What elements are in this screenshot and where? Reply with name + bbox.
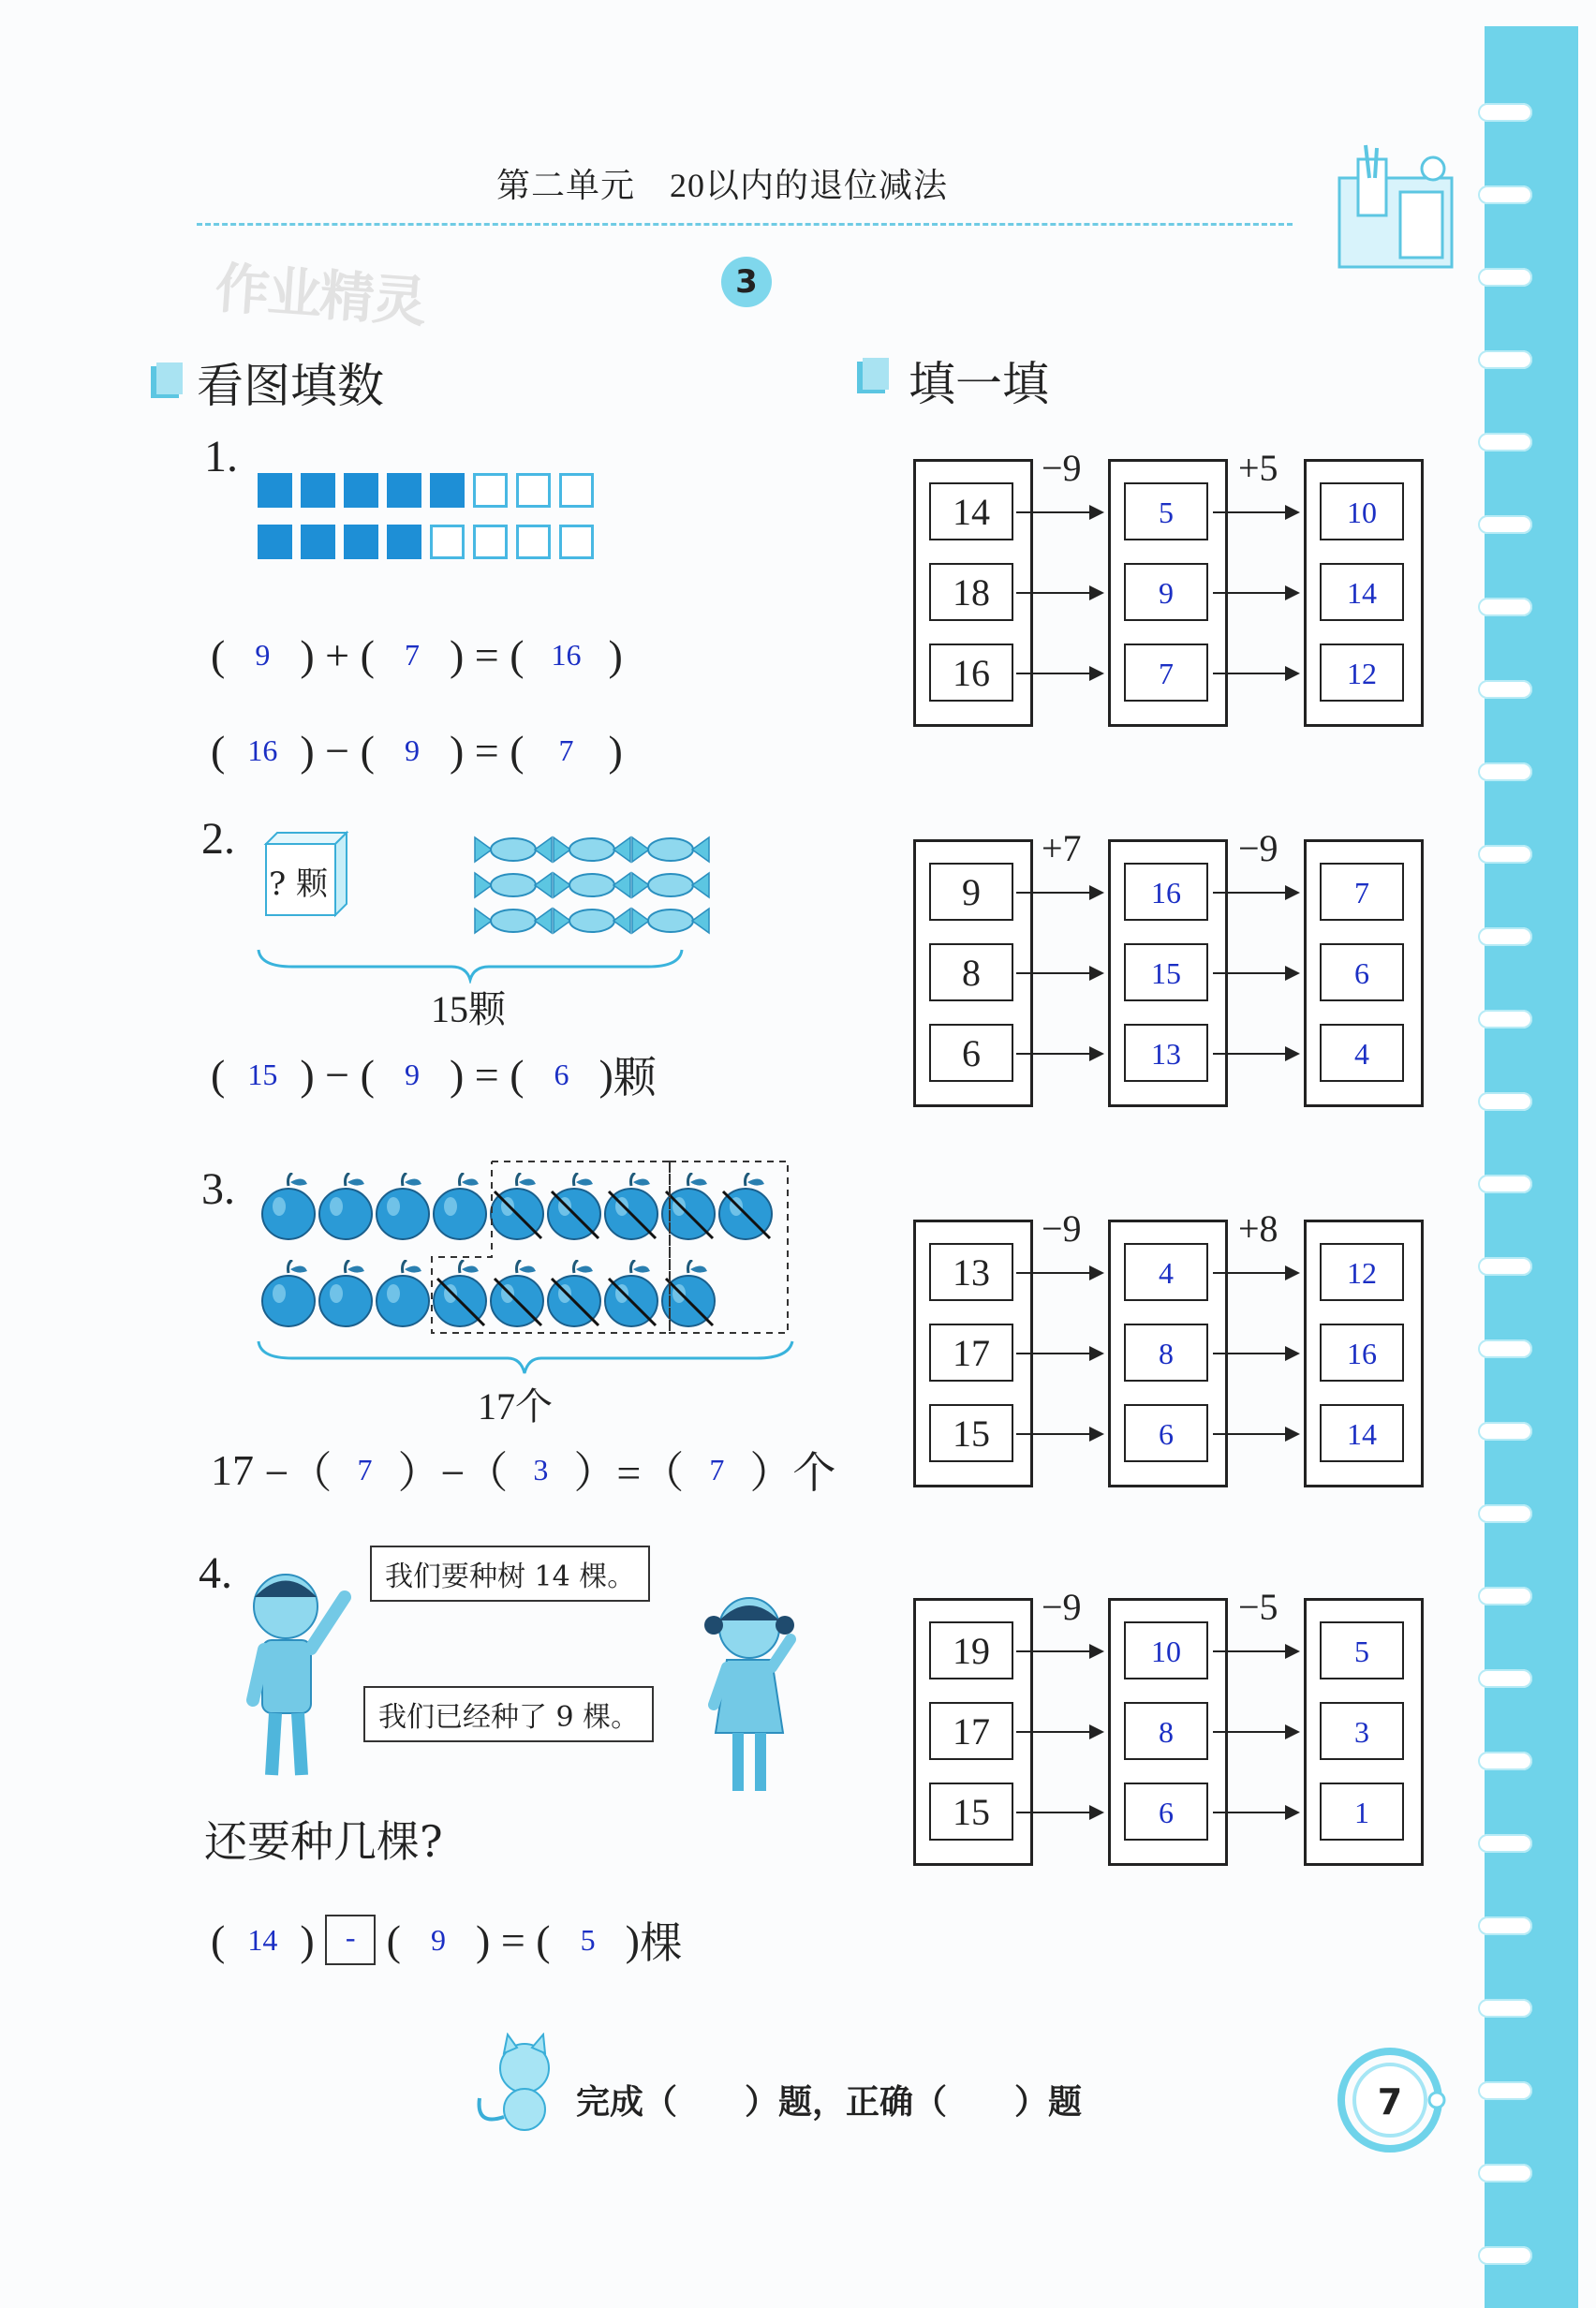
- desk-illustration-icon: [1321, 141, 1470, 281]
- operator-box[interactable]: -: [325, 1915, 376, 1965]
- watermark: 作业精灵: [213, 256, 427, 334]
- apple-icon: [260, 1173, 318, 1244]
- arrow-icon: [1213, 1812, 1298, 1813]
- answer-cell[interactable]: 12: [1320, 644, 1404, 702]
- answer-blank[interactable]: 16: [551, 637, 582, 672]
- given-number-cell: 13: [929, 1243, 1013, 1301]
- arrow-icon: [1213, 972, 1298, 974]
- filled-square: [258, 525, 292, 559]
- given-number-cell: 16: [929, 644, 1013, 702]
- total-label: 15颗: [431, 988, 506, 1030]
- given-number-cell: 9: [929, 863, 1013, 921]
- apple-icon: [260, 1260, 318, 1331]
- filled-square: [430, 473, 465, 508]
- question-number: 2.: [201, 814, 235, 864]
- arrow-icon: [1016, 511, 1102, 513]
- answer-blank[interactable]: 9: [255, 637, 271, 672]
- answer-cell[interactable]: 16: [1320, 1324, 1404, 1382]
- given-number-cell: 19: [929, 1621, 1013, 1679]
- empty-square: [516, 525, 551, 559]
- given-number-cell: 6: [929, 1024, 1013, 1082]
- apple-icon: [318, 1173, 376, 1244]
- question-number: 4.: [199, 1548, 232, 1598]
- operation-label: +5: [1238, 447, 1278, 489]
- candy-box-label: ? 颗: [269, 866, 329, 903]
- candy-icon: [630, 834, 711, 866]
- empty-square: [516, 473, 551, 508]
- q4-equation: ( 14 ) - ( 9 ) = ( 5 )棵: [211, 1916, 683, 1967]
- arrow-icon: [1213, 592, 1298, 594]
- speech-bubble-girl: 我们已经种了 9 棵。: [363, 1686, 654, 1742]
- arrow-icon: [1213, 1272, 1298, 1274]
- answer-blank[interactable]: 7: [558, 732, 574, 767]
- spiral-ring: [1478, 1669, 1532, 1688]
- lesson-number-badge: 3: [721, 257, 772, 307]
- total-label: 17个: [478, 1385, 553, 1428]
- spiral-ring: [1478, 2164, 1532, 2182]
- spiral-ring: [1478, 1752, 1532, 1770]
- filled-square: [387, 525, 421, 559]
- spiral-ring: [1478, 1339, 1532, 1358]
- brace-icon: [255, 946, 686, 984]
- answer-cell[interactable]: 16: [1124, 863, 1208, 921]
- empty-square: [559, 473, 594, 508]
- answer-cell[interactable]: 15: [1124, 943, 1208, 1001]
- spiral-ring: [1478, 1504, 1532, 1523]
- answer-cell[interactable]: 10: [1124, 1621, 1208, 1679]
- q4-question: 还要种几棵?: [204, 1816, 443, 1867]
- candy-icon: [552, 905, 632, 937]
- spiral-ring: [1478, 185, 1532, 204]
- candy-icon: [630, 869, 711, 901]
- arrow-icon: [1016, 1353, 1102, 1354]
- spiral-ring: [1478, 762, 1532, 781]
- brace-icon: [255, 1338, 796, 1379]
- answer-cell[interactable]: 9: [1124, 563, 1208, 621]
- answer-cell[interactable]: 6: [1124, 1404, 1208, 1462]
- answer-blank[interactable]: 9: [430, 1922, 446, 1957]
- arrow-icon: [1213, 892, 1298, 894]
- answer-blank[interactable]: 7: [404, 637, 420, 672]
- candy-icon: [630, 905, 711, 937]
- operation-label: +7: [1042, 827, 1082, 869]
- page-number: 7: [1377, 2081, 1403, 2123]
- operation-label: −9: [1042, 1207, 1082, 1250]
- section-title-look-fill: 看图填数: [197, 359, 384, 413]
- operation-label: +8: [1238, 1207, 1278, 1250]
- filled-square: [258, 473, 292, 508]
- arrow-icon: [1016, 1650, 1102, 1652]
- empty-square: [473, 473, 508, 508]
- spiral-ring: [1478, 2246, 1532, 2265]
- section-book-icon: [854, 356, 892, 397]
- spiral-ring: [1478, 1010, 1532, 1028]
- answer-blank[interactable]: 14: [247, 1922, 278, 1957]
- answer-cell[interactable]: 4: [1124, 1243, 1208, 1301]
- spiral-ring: [1478, 598, 1532, 616]
- dashed-grouping-boxes: [426, 1160, 791, 1338]
- given-number-cell: 18: [929, 563, 1013, 621]
- given-number-cell: 14: [929, 482, 1013, 540]
- section-book-icon: [148, 361, 185, 402]
- arrow-icon: [1016, 892, 1102, 894]
- spiral-ring: [1478, 1834, 1532, 1853]
- q1-equation-2: ( 16 ) − ( 9 ) = ( 7 ): [211, 726, 623, 775]
- girl-illustration-icon: [693, 1583, 805, 1798]
- filled-square: [344, 525, 378, 559]
- arrow-icon: [1016, 1053, 1102, 1055]
- spiral-ring: [1478, 1175, 1532, 1193]
- answer-blank[interactable]: 9: [404, 1057, 420, 1091]
- arrow-icon: [1213, 1433, 1298, 1435]
- answer-cell[interactable]: 7: [1124, 644, 1208, 702]
- boy-illustration-icon: [234, 1560, 356, 1784]
- answer-cell[interactable]: 6: [1124, 1783, 1208, 1841]
- empty-square: [430, 525, 465, 559]
- answer-cell[interactable]: 3: [1320, 1702, 1404, 1760]
- spiral-ring: [1478, 1257, 1532, 1276]
- arrow-icon: [1016, 1812, 1102, 1813]
- answer-blank[interactable]: 15: [247, 1057, 278, 1091]
- arrow-icon: [1016, 592, 1102, 594]
- q3-equation: 17 −（ 7 ）−（ 3 ）=（ 7 ）个: [211, 1445, 836, 1497]
- spiral-ring: [1478, 350, 1532, 369]
- question-number: 3.: [201, 1164, 235, 1214]
- operation-label: −9: [1238, 827, 1278, 869]
- arrow-icon: [1213, 1731, 1298, 1733]
- answer-cell[interactable]: 6: [1320, 943, 1404, 1001]
- spiral-ring: [1478, 268, 1532, 287]
- arrow-icon: [1016, 1272, 1102, 1274]
- filled-square: [301, 525, 335, 559]
- arrow-icon: [1213, 1353, 1298, 1354]
- answer-blank[interactable]: 5: [580, 1922, 596, 1957]
- candy-icon: [473, 869, 554, 901]
- operation-label: −5: [1238, 1586, 1278, 1628]
- arrow-icon: [1016, 1433, 1102, 1435]
- section-title-fill-in: 填一填: [909, 357, 1049, 411]
- answer-blank[interactable]: 7: [709, 1452, 725, 1487]
- arrow-icon: [1213, 1650, 1298, 1652]
- spiral-ring: [1478, 433, 1532, 451]
- operation-label: −9: [1042, 1586, 1082, 1628]
- spiral-ring: [1478, 1999, 1532, 2018]
- filled-square: [387, 473, 421, 508]
- spiral-ring: [1478, 845, 1532, 864]
- given-number-cell: 15: [929, 1783, 1013, 1841]
- answer-cell[interactable]: 13: [1124, 1024, 1208, 1082]
- answer-cell[interactable]: 14: [1320, 563, 1404, 621]
- arrow-icon: [1213, 1053, 1298, 1055]
- spiral-ring: [1478, 1092, 1532, 1111]
- arrow-icon: [1213, 673, 1298, 674]
- answer-cell[interactable]: 10: [1320, 482, 1404, 540]
- speech-bubble-boy: 我们要种树 14 棵。: [370, 1546, 650, 1602]
- apple-icon: [375, 1260, 433, 1331]
- answer-cell[interactable]: 12: [1320, 1243, 1404, 1301]
- answer-cell[interactable]: 8: [1124, 1324, 1208, 1382]
- candy-icon: [473, 905, 554, 937]
- answer-cell[interactable]: 7: [1320, 863, 1404, 921]
- answer-blank[interactable]: 3: [533, 1452, 549, 1487]
- answer-cell[interactable]: 5: [1320, 1621, 1404, 1679]
- spiral-ring: [1478, 1422, 1532, 1441]
- filled-square: [344, 473, 378, 508]
- answer-cell[interactable]: 14: [1320, 1404, 1404, 1462]
- apple-icon: [375, 1173, 433, 1244]
- answer-blank[interactable]: 9: [404, 732, 420, 767]
- answer-blank[interactable]: 6: [554, 1057, 569, 1091]
- operation-label: −9: [1042, 447, 1082, 489]
- header-divider: [197, 223, 1293, 226]
- answer-blank[interactable]: 7: [357, 1452, 373, 1487]
- spiral-ring: [1478, 927, 1532, 946]
- arrow-icon: [1016, 1731, 1102, 1733]
- spiral-ring: [1478, 515, 1532, 534]
- arrow-icon: [1016, 972, 1102, 974]
- empty-square: [473, 525, 508, 559]
- apple-icon: [318, 1260, 376, 1331]
- given-number-cell: 17: [929, 1702, 1013, 1760]
- candy-icon: [552, 834, 632, 866]
- filled-square: [301, 473, 335, 508]
- answer-cell[interactable]: 1: [1320, 1783, 1404, 1841]
- spiral-ring: [1478, 103, 1532, 122]
- spiral-ring: [1478, 1587, 1532, 1605]
- completion-tally: 完成（ ）题，正确（ ）题: [576, 2083, 1083, 2122]
- answer-cell[interactable]: 4: [1320, 1024, 1404, 1082]
- arrow-icon: [1016, 673, 1102, 674]
- spiral-ring: [1478, 680, 1532, 699]
- question-number: 1.: [204, 432, 238, 481]
- arrow-icon: [1213, 511, 1298, 513]
- candy-icon: [552, 869, 632, 901]
- answer-cell[interactable]: 8: [1124, 1702, 1208, 1760]
- given-number-cell: 15: [929, 1404, 1013, 1462]
- empty-square: [559, 525, 594, 559]
- spiral-ring: [1478, 2081, 1532, 2100]
- answer-cell[interactable]: 5: [1124, 482, 1208, 540]
- answer-blank[interactable]: 16: [247, 732, 278, 767]
- q1-equation-1: ( 9 ) + ( 7 ) = ( 16 ): [211, 630, 623, 679]
- given-number-cell: 8: [929, 943, 1013, 1001]
- spiral-ring: [1478, 1916, 1532, 1935]
- given-number-cell: 17: [929, 1324, 1013, 1382]
- cat-mascot-icon: [466, 2033, 569, 2136]
- unit-title: 第二单元 20以内的退位减法: [496, 167, 949, 204]
- candy-icon: [473, 834, 554, 866]
- q2-equation: ( 15 ) − ( 9 ) = ( 6 )颗: [211, 1050, 657, 1102]
